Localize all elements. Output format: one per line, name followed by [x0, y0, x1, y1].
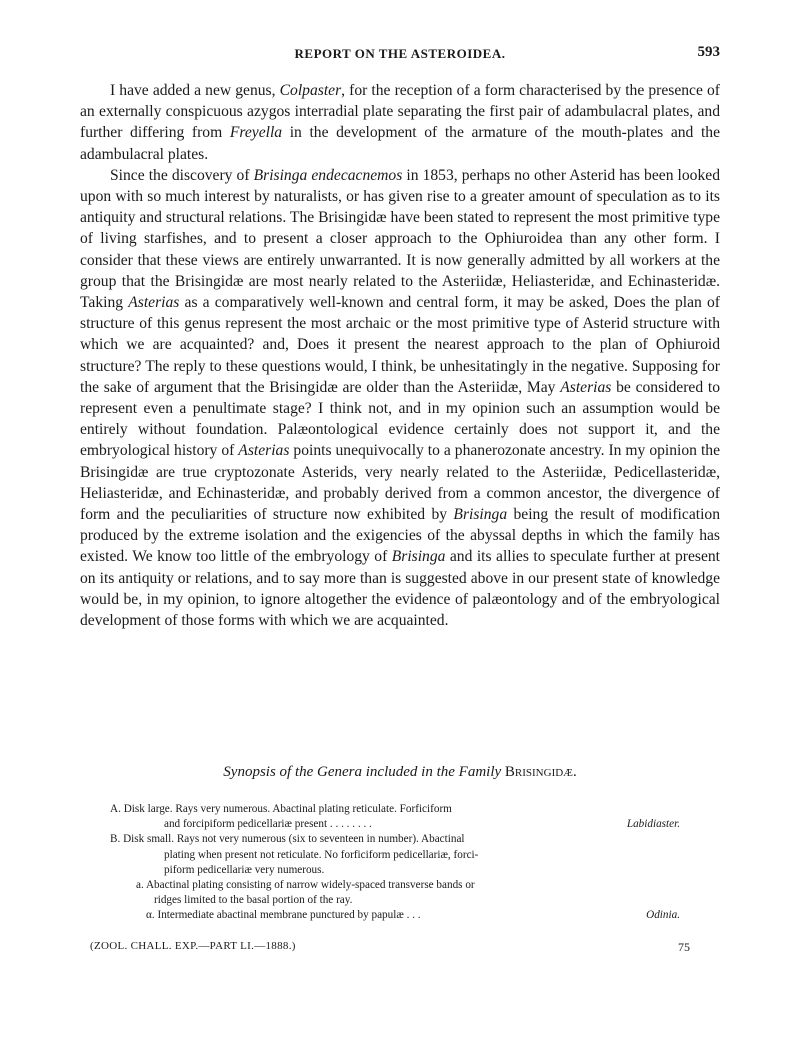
synopsis-row	[80, 832, 720, 878]
synopsis-line-text: Disk small. Rays not very numerous (six to seventeen in number). Abactinal	[123, 833, 465, 846]
text-run: points unequivocally to a phanerozonate ancestry. In my opinion the Brisingidæ are true cryptozonate Asterids, very nearly related to the Asteriidæ, Pedicellasteridæ, Heliasteridæ, and Echinasteridæ, and probably derived from a common ancestor, the divergence of form and the peculiarities of structure now exhibited by	[80, 442, 720, 524]
genus-name: Asterias	[238, 442, 290, 460]
text-run: be considered to represent even a penultimate stage? I think not, and in my opinion such an assumption would be entirely without foundation. Palæontological evidence certainly does not support it, and the embryological history of	[80, 378, 721, 460]
synopsis-key-letter: α.	[146, 909, 158, 922]
synopsis-line	[80, 893, 590, 908]
synopsis-key	[80, 802, 720, 924]
synopsis-line-text: Abactinal plating consisting of narrow widely-spaced transverse bands or	[145, 879, 475, 892]
genus-name: Brisinga	[453, 506, 508, 524]
synopsis-line-text: Intermediate abactinal membrane punctured by papulæ . . .	[157, 909, 421, 922]
text-run: , for the reception of a form characterised by the presence of an externally conspicuous azygos interradial plate separating the first pair of adambulacral plates, and further differing from	[80, 82, 720, 142]
synopsis-line	[92, 863, 590, 878]
genus-name: Asterias	[560, 378, 612, 396]
body-text	[80, 80, 720, 631]
text-run: being the result of modification produced by the extreme isolation and the exigencies of the abyssal depths in which the family has existed. We know too little of the embryology of	[80, 506, 720, 566]
synopsis-key-letter: a.	[136, 879, 146, 892]
genus-name: Colpaster	[279, 82, 342, 99]
synopsis-line-text: plating when present not reticulate. No forficiform pedicellariæ, forci-	[164, 848, 479, 861]
synopsis-row	[80, 878, 720, 908]
footer-citation: (ZOOL. CHALL. EXP.—PART LI.—1888.)	[90, 940, 296, 952]
synopsis-genus: Odinia.	[646, 909, 680, 922]
genus-name: Brisinga	[391, 548, 446, 566]
running-head	[80, 44, 720, 64]
synopsis-line-text: Disk large. Rays very numerous. Abactinal plating reticulate. Forficiform	[123, 803, 452, 815]
synopsis-line	[80, 878, 590, 893]
synopsis-heading	[80, 764, 720, 781]
synopsis-key-letter: B.	[110, 833, 124, 846]
page-footer	[90, 940, 690, 956]
synopsis-heading-text: Synopsis of the Genera included in the Family	[223, 764, 502, 780]
text-run: in the development of the armature of the mouth-plates and the adambulacral plates.	[80, 124, 720, 163]
synopsis-line-text: piform pedicellariæ very numerous.	[164, 863, 325, 876]
running-title: REPORT ON THE ASTEROIDEA.	[294, 46, 506, 61]
synopsis-line	[92, 848, 590, 863]
footer-signature: 75	[678, 940, 690, 954]
text-run: I have added a new genus,	[110, 82, 280, 99]
synopsis-line	[80, 908, 680, 923]
synopsis-line	[92, 832, 590, 847]
text-run: and its allies to speculate further at present on its antiquity or relations, and to say more than is suggested above in our present state of knowledge would be, in my opinion, to ignore altogether the evidence of palæontology and of the embryological development of those forms with which we are acquainted.	[80, 548, 720, 630]
genus-name: Freyella	[229, 124, 283, 142]
synopsis-key-letter: A.	[110, 803, 124, 815]
text-run: as a comparatively well-known and central form, it may be asked, Does the plan of structure of this genus represent the most archaic or the most primitive type of Asterid structure with which we are acquainted? and, Does it present the nearest approach to the plan of Ophiuroid structure? The reply to these questions would, I think, be unhesitatingly in the negative. Supposing for the sake of argument that the Brisingidæ are older than the Asteriidæ, May	[80, 294, 720, 396]
synopsis-row	[80, 908, 720, 923]
synopsis-line	[92, 802, 590, 817]
synopsis-row	[80, 802, 720, 832]
text-run: Since the discovery of	[110, 166, 254, 184]
page-number: 593	[697, 44, 720, 60]
synopsis-family-name: Brisingidæ.	[504, 764, 577, 780]
synopsis-genus: Labidiaster.	[626, 818, 680, 831]
genus-name: Asterias	[128, 294, 180, 312]
genus-name: Brisinga endecacnemos	[253, 166, 403, 184]
paragraph	[80, 165, 720, 631]
paragraph	[80, 80, 720, 165]
synopsis-line-text: and forcipiform pedicellariæ present . . . . . . . .	[164, 818, 372, 831]
text-run: in 1853, perhaps no other Asterid has been looked upon with so much interest by naturalists, or has given rise to a greater amount of speculation as to its antiquity and structural relations. The Brisingidæ have been stated to represent the most primitive type of living starfishes, and to present a closer approach to the Ophiuroidea than any other form. I consider that these views are entirely unwarranted. It is now generally admitted by all workers at the group that the Brisingidæ are most nearly related to the Asteriidæ, Heliasteridæ, and Echinasteridæ. Taking	[80, 166, 720, 312]
synopsis-line-text: ridges limited to the basal portion of the ray.	[154, 894, 353, 907]
synopsis-line	[92, 817, 680, 832]
